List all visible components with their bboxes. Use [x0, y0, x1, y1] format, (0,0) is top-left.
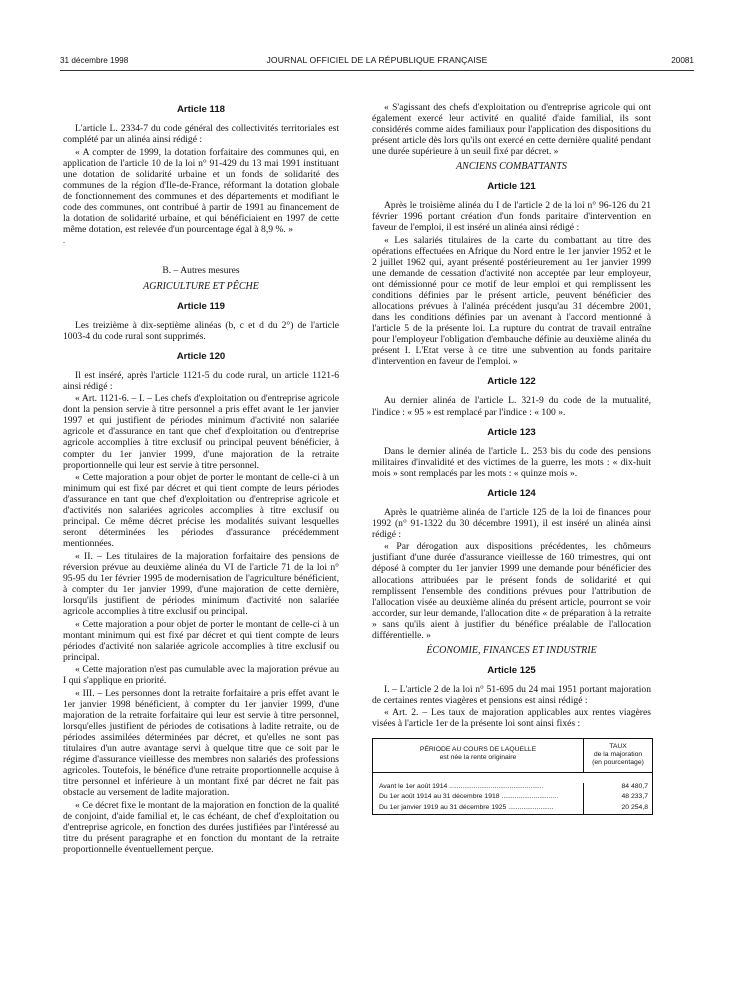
- article-120-para-3: « II. – Les titulaires de la majoration forfaitaire des pensions de réversion prévue au deuxième alinéa du VI de l'article 71 de la loi n° 95-95 du 1er février 1995 de modernisation de l'agriculture bénéficient, à compter du 1er janvier 1999, d'une majoration de cette dernière, lorsqu'ils justifient de périodes minimum d'activité non salariée agricole accomplies à titre exclusif ou principal.: [63, 550, 339, 618]
- article-124-intro: Après le quatrième alinéa de l'article 125 de la loi de finances pour 1992 (n° 91-1322 du 30 décembre 1991), il est inséré un alinéa ainsi rédigé :: [372, 506, 651, 540]
- article-125-text: « Art. 2. – Les taux de majoration applicables aux rentes viagères visées à l'article 1er de la présente loi sont ainsi fixés :: [372, 707, 651, 730]
- article-121-text: « Les salariés titulaires de la carte du combattant au titre des opérations effectuées en Afrique du Nord entre le 1er janvier 1952 et le 2 juillet 1962 qui, ayant présenté postérieurement au 1er janvier 1999 une demande de cessation d'activité non acceptée par leur employeur, ont démissionné pour ce motif de leur emploi et qui remplissent les conditions définies par le présent article, peuvent bénéficier des allocations prévues à l'alinéa précédent jusqu'au 31 décembre 2001, dans les conditions définies par un avenant à l'accord mentionné à l'article 5 de la présente loi. La rupture du contrat de travail entraîne pour l'employeur l'obligation d'embauche définie au deuxième alinéa du présent I. L'Etat verse à ce titre une subvention au fonds paritaire d'intervention en faveur de l'emploi. »: [372, 234, 651, 368]
- rate-header-line-3: (en pourcentage): [592, 758, 644, 766]
- rate-header-line-2: de la majoration: [593, 750, 643, 758]
- article-120-para-6: « III. – Les personnes dont la retraite forfaitaire a pris effet avant le 1er janvier 1998 bénéficient, à compter du 1er janvier 1999, d'une majoration de la retraite forfaitaire qui leur est servie à titre personnel, lorsqu'elles justifient de périodes de cotisations à ladite retraite, ou de périodes assimilées déterminées par décret, et qu'elles ne sont pas titulaires d'un autre avantage servi à quelque titre que ce soit par le régime d'assurance vieillesse des membres non salariés des professions agricoles. Toutefois, le bénéfice d'une retraite proportionnelle acquise à titre personnel et inférieure à un montant fixé par décret ne fait pas obstacle au versement de ladite majoration.: [63, 688, 339, 799]
- separator-dot: .: [63, 236, 65, 246]
- article-120-para-4: « Cette majoration a pour objet de porter le montant de celle-ci à un montant minimum qui est fixé par décret et qui tient compte de leurs périodes d'activité non salariée agricole accomplies à titre exclusif ou principal.: [63, 618, 339, 663]
- article-121-title: Article 121: [487, 181, 536, 193]
- article-119-text: Les treizième à dix-septième alinéas (b, c et d du 2°) de l'article 1003-4 du code rural sont supprimés.: [63, 319, 339, 342]
- article-123-title: Article 123: [487, 426, 536, 438]
- article-125-intro: I. – L'article 2 de la loi n° 51-695 du 24 mai 1951 portant majoration de certaines rentes viagères et pensions est ainsi rédigé :: [372, 683, 651, 706]
- header-page-number: 20081: [671, 56, 694, 65]
- table-row: [373, 783, 652, 794]
- section-b-title: B. – Autres mesures: [162, 264, 240, 276]
- article-118-text: « A compter de 1999, la dotation forfaitaire des communes qui, en application de l'article 10 de la loi n° 91-429 du 13 mai 1991 instituant une dotation de solidarité urbaine et un fonds de solidarité des communes de la région d'Ile-de-France, réformant la dotation globale de fonctionnement des communes et des départements et modifiant le code des communes, ont contribué à partir de 1991 au financement de la dotation de solidarité urbaine, et qui bénéficiaient en 1997 de cette même dotation, est relevée d'un pourcentage égal à 8,9 %. »: [63, 146, 339, 235]
- period-header-line-1: PÉRIODE AU COURS DE LAQUELLE: [419, 745, 537, 753]
- section-economie-title: ÉCONOMIE, FINANCES ET INDUSTRIE: [426, 644, 597, 656]
- table-row: [373, 804, 652, 815]
- majoration-rates-table: [372, 738, 653, 816]
- header-date: 31 décembre 1998: [60, 56, 129, 65]
- article-119-title: Article 119: [176, 300, 225, 312]
- table-header: [373, 739, 652, 773]
- period-cell: Avant le 1er août 1914 ..................................................: [379, 782, 544, 790]
- period-cell: Du 1er août 1914 au 31 décembre 1918 ..............................: [379, 793, 559, 801]
- rate-cell: 48 233,7: [583, 793, 652, 804]
- article-125-title: Article 125: [487, 664, 536, 676]
- table-row: [373, 793, 652, 804]
- article-122-title: Article 122: [487, 376, 536, 388]
- article-120-para-5: « Cette majoration n'est pas cumulable avec la majoration prévue au I qui s'applique en priorité.: [63, 664, 339, 687]
- article-121-intro: Après le troisième alinéa du I de l'article 2 de la loi n° 96-126 du 21 février 1996 portant création d'un fonds paritaire d'intervention en faveur de l'emploi, il est inséré un alinéa ainsi rédigé :: [372, 200, 651, 234]
- period-column-header: [373, 739, 583, 772]
- table-spacer: [373, 773, 652, 783]
- header-journal-title: JOURNAL OFFICIEL DE LA RÉPUBLIQUE FRANÇAISE: [266, 55, 488, 65]
- section-agriculture-title: AGRICULTURE ET PÊCHE: [143, 280, 259, 292]
- article-124-text: « Par dérogation aux dispositions précédentes, les chômeurs justifiant d'une durée d'assurance vieillesse de 160 trimestres, qui ont déposé à compter du 1er janvier 1999 une demande pour bénéficier des allocations attribuées par le présent fonds de solidarité et qui remplissent l'ensemble des conditions prévues pour l'attribution de l'allocation visée au deuxième alinéa du présent article, pourront se voir accorder, sur leur demande, l'allocation dite « de préparation à la retraite » sans qu'ils aient à justifier du bénéfice préalable de l'allocation différentielle. »: [372, 541, 651, 641]
- article-120-para-8: « S'agissant des chefs d'exploitation ou d'entreprise agricole qui ont également exercé leur activité en qualité d'aide familial, ils sont considérés comme aides familiaux pour l'application des dispositions du présent article dès lors qu'ils ont exercé en cette dernière qualité pendant une durée supérieure à un seuil fixé par décret. »: [372, 102, 651, 158]
- page-header: [60, 54, 694, 71]
- rate-header-line-1: TAUX: [609, 742, 627, 750]
- section-anciens-combattants-title: ANCIENS COMBATTANTS: [456, 161, 567, 173]
- right-column: [372, 102, 651, 815]
- article-123-text: Dans le dernier alinéa de l'article L. 253 bis du code des pensions militaires d'invalidité et des victimes de la guerre, les mots : « dix-huit mois » sont remplacés par les mots : « quinze mois ».: [372, 445, 651, 479]
- article-120-title: Article 120: [176, 350, 226, 362]
- rate-column-header: [583, 739, 652, 772]
- article-120-para-2: « Cette majoration a pour objet de porter le montant de celle-ci à un minimum qui est fixé par décret et qui tient compte de leurs périodes d'assurance en tant que chef d'exploitation ou d'entreprise agricole et d'activités non salariées agricoles accomplies à titre exclusif ou principal. Ce même décret précise les modalités suivant lesquelles seront déterminées les périodes d'assurance précédemment mentionnées.: [63, 472, 339, 550]
- article-118-intro: L'article L. 2334-7 du code général des collectivités territoriales est complété par un alinéa ainsi rédigé :: [63, 123, 339, 146]
- article-124-title: Article 124: [487, 487, 536, 499]
- period-header-line-2: est née la rente originaire: [439, 753, 517, 761]
- article-120-para-1: « Art. 1121-6. – I. – Les chefs d'exploitation ou d'entreprise agricole dont la pension servie à titre personnel a pris effet avant le 1er janvier 1997 et qui justifient de périodes minimum d'activité non salariée agricole et d'assurance en tant que chef d'exploitation ou d'entreprise agricole accomplies à titre exclusif ou principal peuvent bénéficier, à compter du 1er janvier 1999, d'une majoration de la retraite proportionnelle qui leur est servie à titre personnel.: [63, 393, 339, 471]
- article-120-para-7: « Ce décret fixe le montant de la majoration en fonction de la qualité de conjoint, d'aide familial et, le cas échéant, de chef d'exploitation ou d'entreprise agricole, en fonction des durées justifiées par l'intéressé au titre du présent paragraphe et en fonction du montant de la retraite proportionnelle éventuellement perçue.: [63, 799, 339, 856]
- article-118-title: Article 118: [176, 104, 225, 115]
- article-120-intro: Il est inséré, après l'article 1121-5 du code rural, un article 1121-6 ainsi rédigé :: [63, 369, 339, 392]
- rate-cell: 84 480,7: [583, 783, 652, 794]
- article-122-text: Au dernier alinéa de l'article L. 321-9 du code de la mutualité, l'indice : « 95 » est remplacé par l'indice : « 100 ».: [372, 395, 651, 418]
- left-column: [63, 98, 339, 857]
- period-cell: Du 1er janvier 1919 au 31 décembre 1925 ........................: [379, 803, 554, 811]
- rate-cell: 20 254,8: [583, 804, 652, 815]
